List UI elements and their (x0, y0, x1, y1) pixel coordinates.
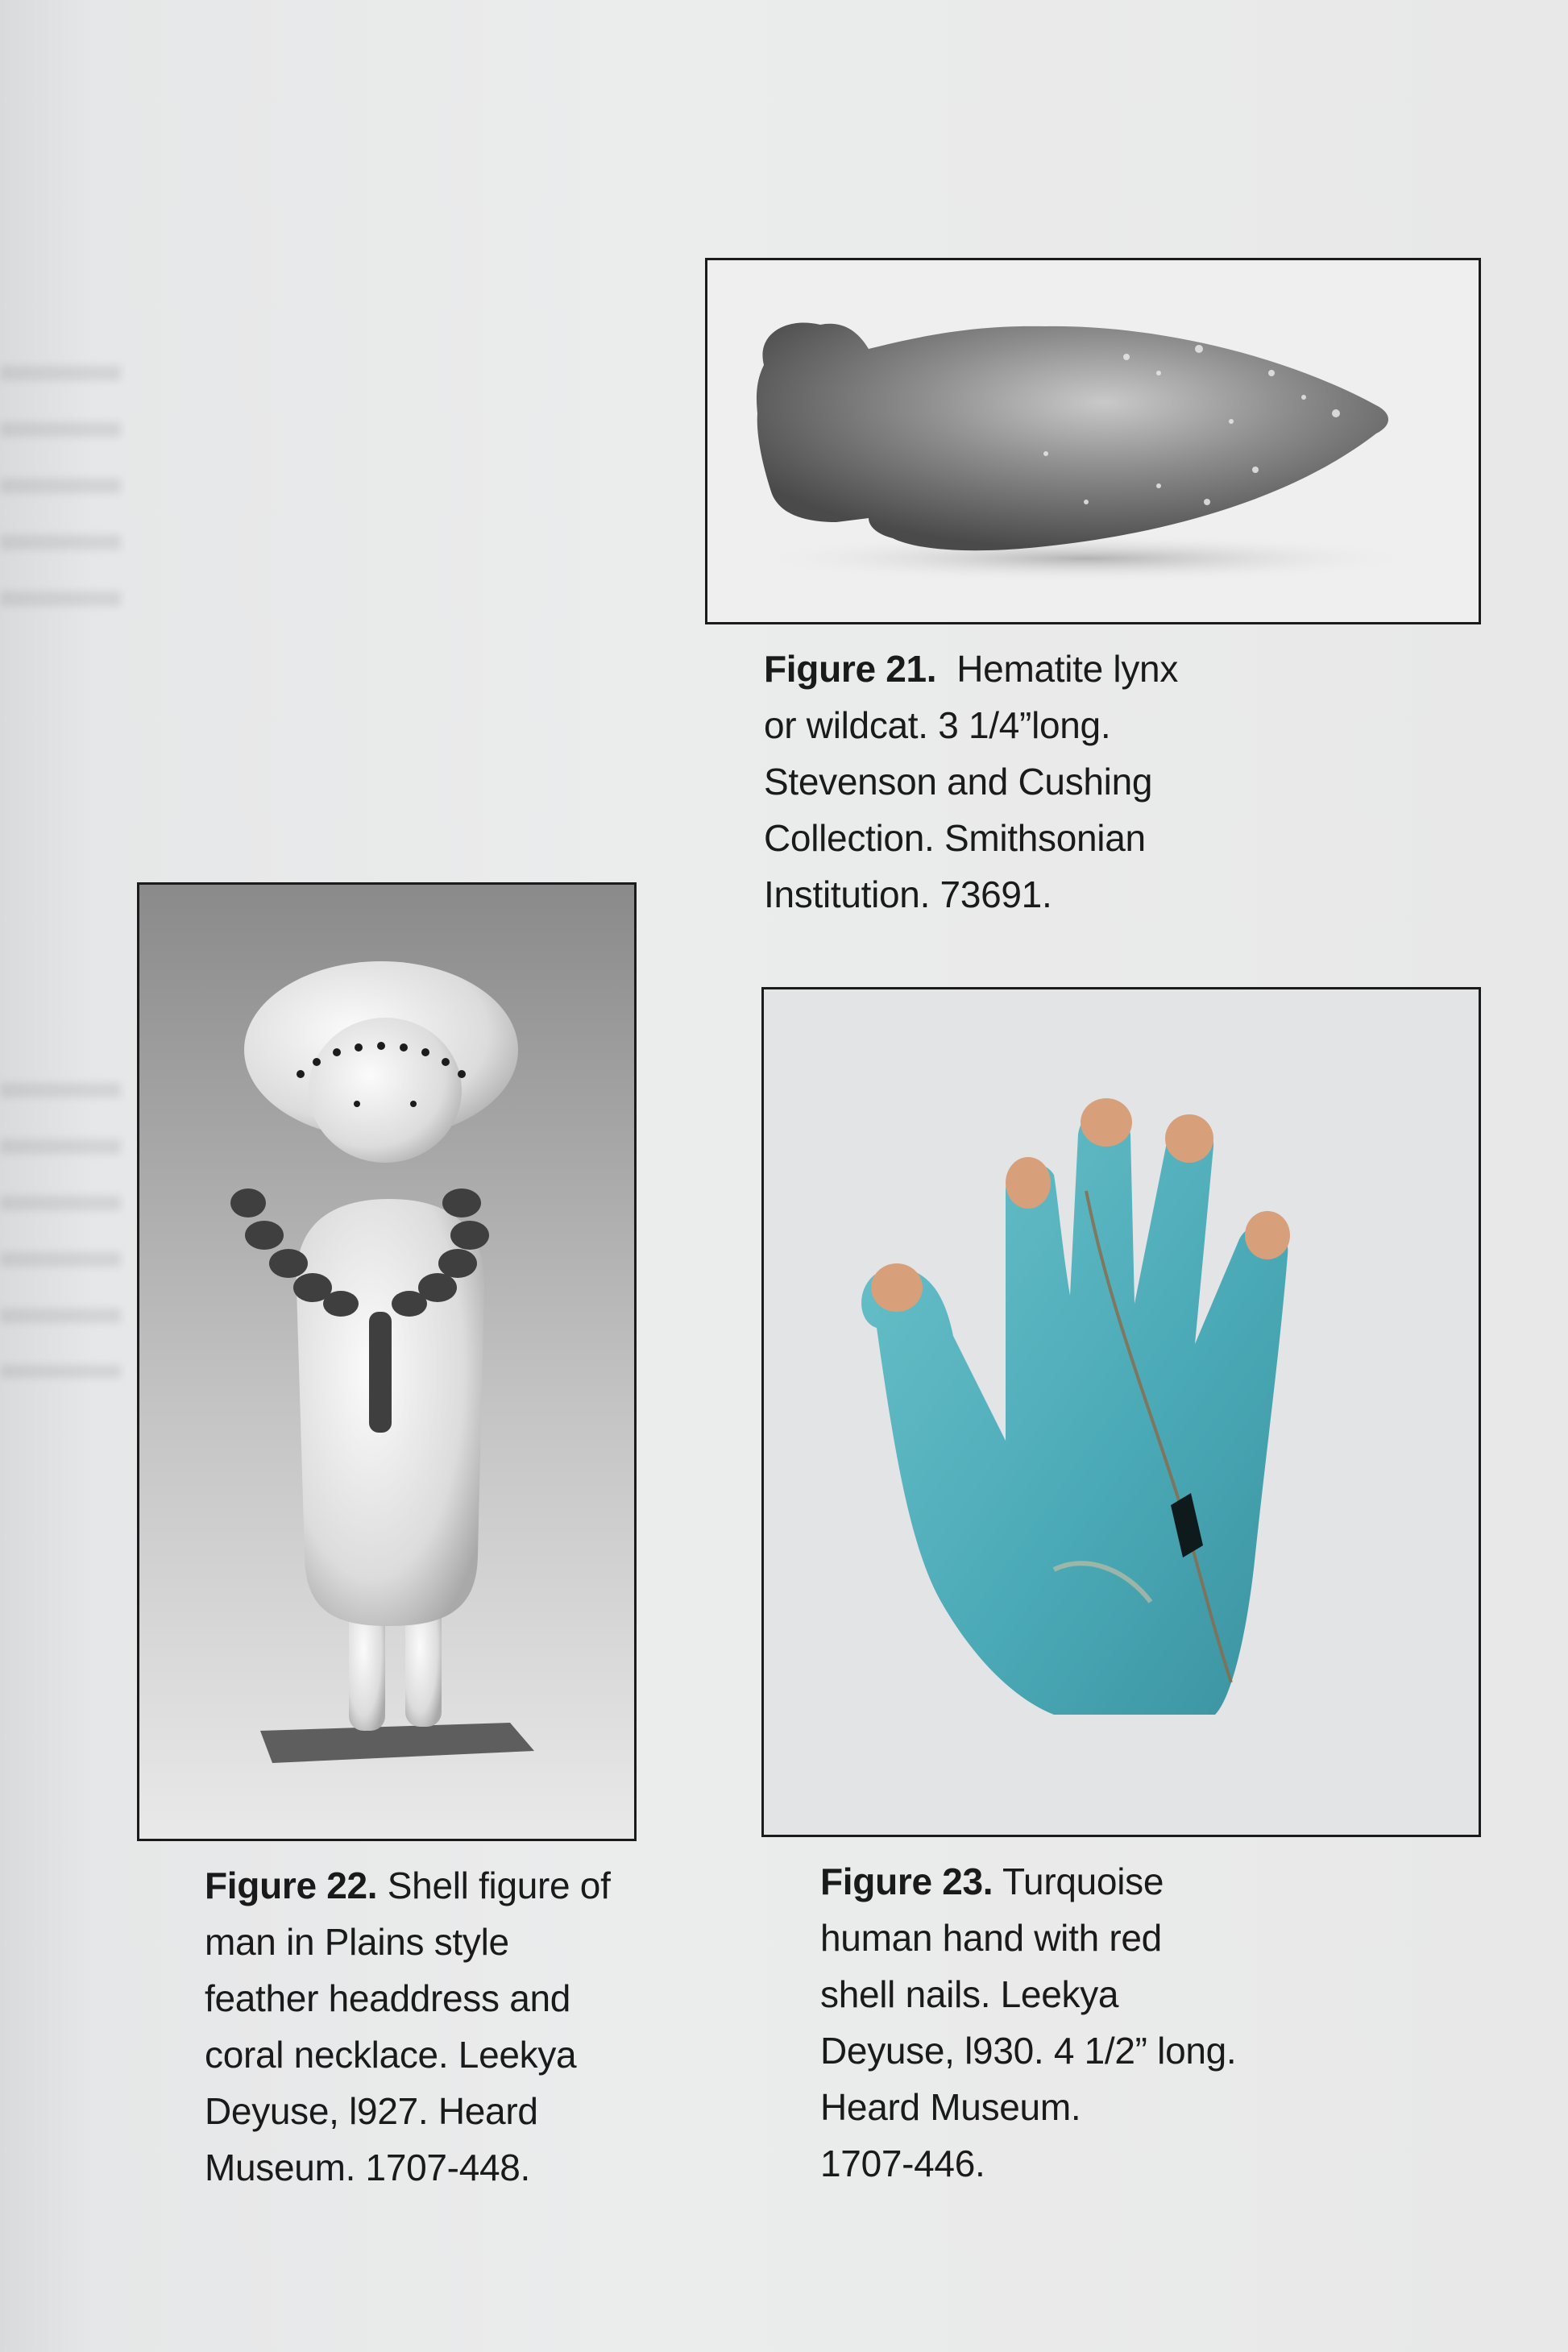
figure-21-caption-line-1: Hematite lynx (956, 648, 1179, 690)
figure-23-caption-line-1: Turquoise (1002, 1860, 1164, 1902)
bleed-through-text-middle (0, 1056, 121, 1378)
shell-figure-image (139, 885, 634, 1839)
turquoise-hand-image (764, 989, 1479, 1835)
figure-22-caption-line-3: feather headdress and (205, 1977, 571, 2019)
figure-22-caption-line-5: Deyuse, l927. Heard (205, 2090, 538, 2132)
figure-21-caption-line-5: Institution. 73691. (764, 873, 1052, 915)
figure-23-caption-line-3: shell nails. Leekya (820, 1973, 1119, 2015)
figure-23-caption-line-4: Deyuse, l930. 4 1/2” long. (820, 2030, 1237, 2072)
figure-21-caption-line-4: Collection. Smithsonian (764, 817, 1146, 859)
bleed-through-text-top (0, 338, 121, 645)
figure-23-caption-line-6: 1707-446. (820, 2143, 985, 2184)
figure-22-label: Figure 22. (205, 1865, 378, 1906)
figure-23-label: Figure 23. (820, 1860, 993, 1902)
figure-22-caption-line-6: Museum. 1707-448. (205, 2147, 531, 2188)
lynx-fetish-image (707, 260, 1479, 622)
figure-21-caption-line-3: Stevenson and Cushing (764, 761, 1153, 803)
figure-22-caption-line-1: Shell figure of (387, 1865, 611, 1906)
lynx-body (757, 322, 1388, 550)
figure-22-caption-line-4: coral necklace. Leekya (205, 2034, 577, 2076)
figure-23-caption-line-2: human hand with red (820, 1917, 1162, 1959)
figure-23-photo (761, 987, 1481, 1837)
figure-21-caption (764, 641, 1178, 923)
figure-21-photo (705, 258, 1481, 624)
figure-21-caption-line-2: or wildcat. 3 1/4”long. (764, 704, 1111, 746)
figure-22-photo (137, 882, 637, 1841)
head (309, 1018, 462, 1163)
figure-21-label: Figure 21. (764, 648, 937, 690)
hand (861, 1109, 1288, 1715)
figure-23-caption (820, 1853, 1236, 2192)
figure-23-caption-line-5: Heard Museum. (820, 2086, 1081, 2128)
figure-22-caption (205, 1857, 611, 2196)
figure-22-caption-line-2: man in Plains style (205, 1921, 509, 1963)
